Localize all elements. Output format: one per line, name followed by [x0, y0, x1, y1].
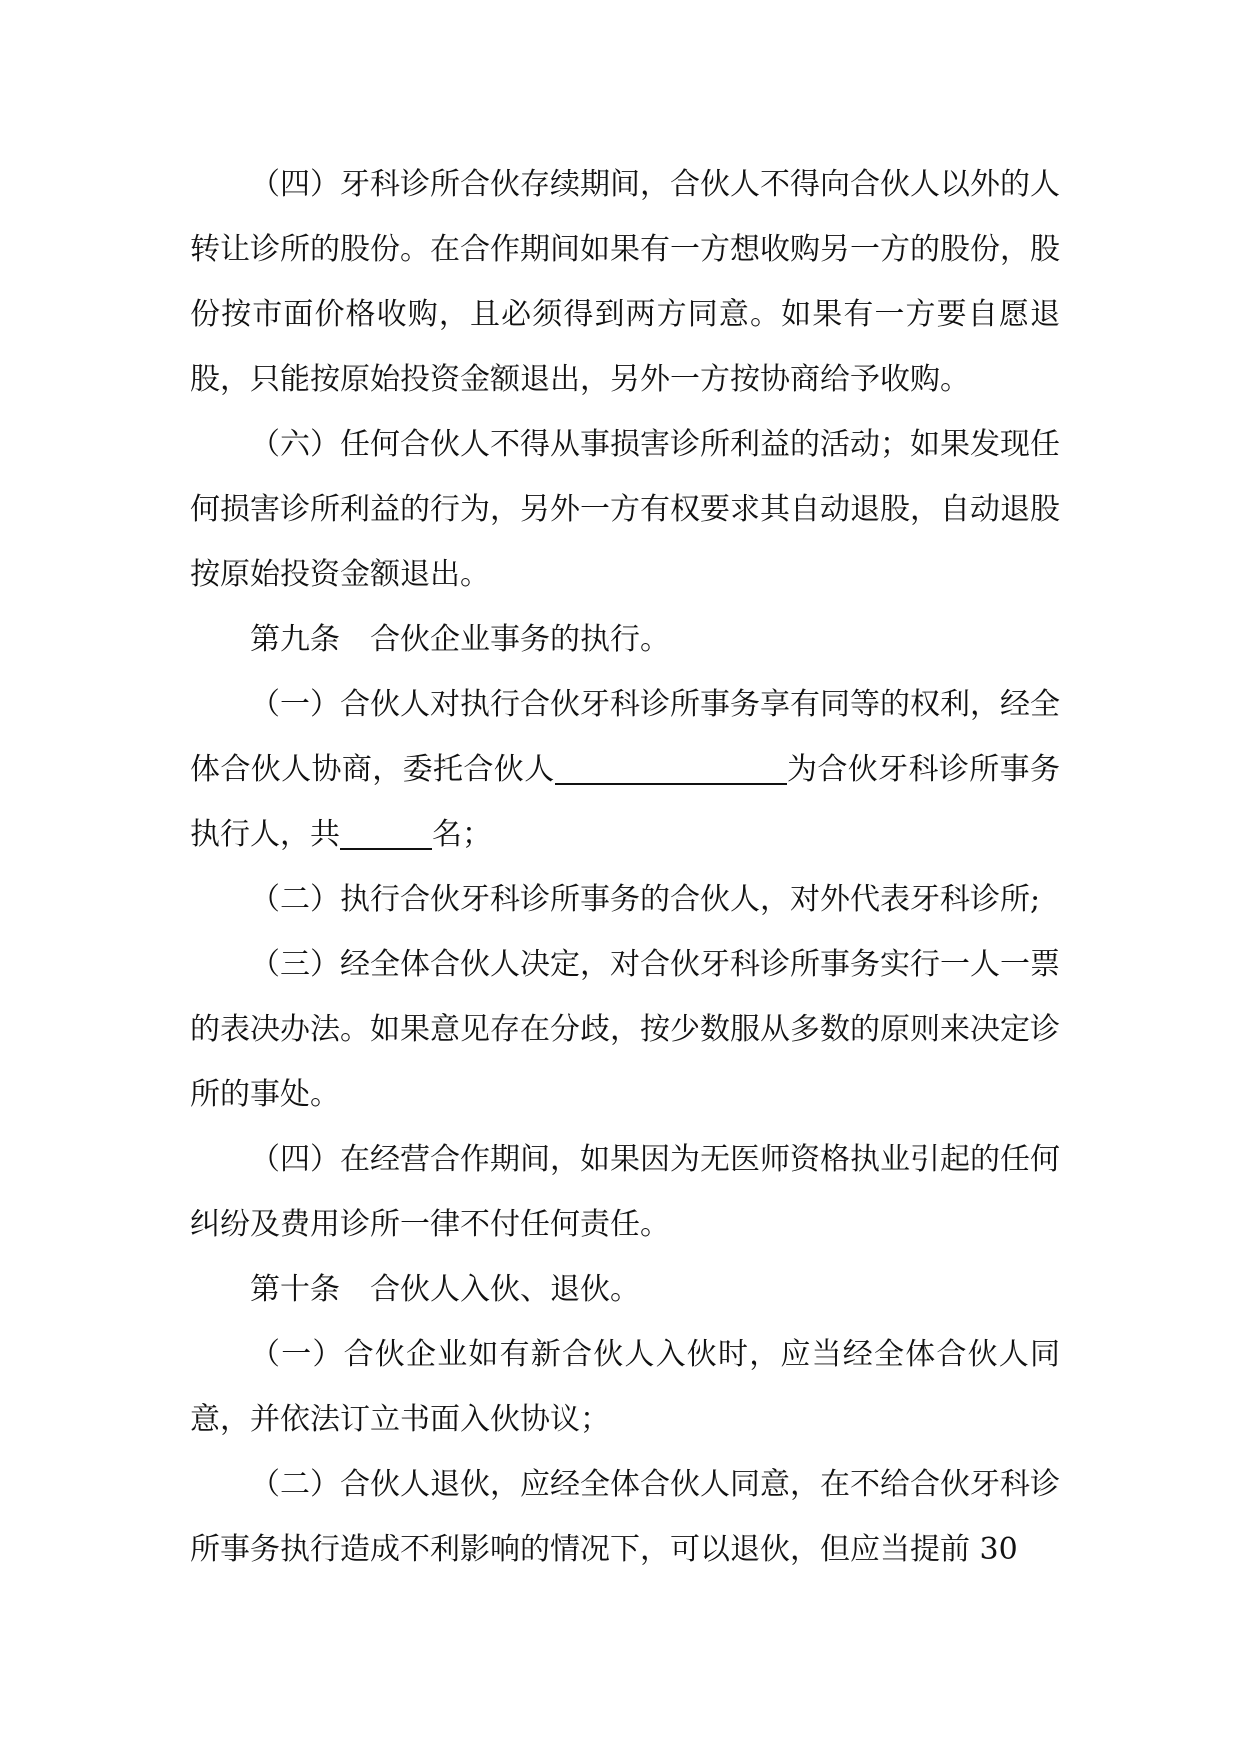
paragraph-external-representation: （二）执行合伙牙科诊所事务的合伙人，对外代表牙科诊所; [250, 882, 1041, 917]
executor-text-part1: （一）合伙人对执行合伙牙科诊所事务享有同等的权利，经全体合伙人协商，委托合伙人 [190, 687, 1060, 787]
document-page [190, 152, 1060, 1582]
executor-count-blank [340, 818, 432, 850]
article-10-heading [190, 1257, 1060, 1322]
executor-text-part3: 名； [432, 817, 492, 852]
article-9-label: 第九条 [250, 622, 340, 657]
paragraph-admission: （一）合伙企业如有新合伙人入伙时，应当经全体合伙人同意，并依法订立书面入伙协议； [190, 1337, 1060, 1437]
article-10-title: 合伙人入伙、退伙。 [370, 1272, 640, 1307]
article-9-heading [190, 607, 1060, 672]
paragraph-share-transfer: （四）牙科诊所合伙存续期间，合伙人不得向合伙人以外的人转让诊所的股份。在合作期间如果有一方想收购另一方的股份，股份按市面价格收购，且必须得到两方同意。如果有一方要自愿退股，只能按原始投资金额退出，另外一方按协商给予收购。 [190, 167, 1060, 397]
executor-text-part2: 为合伙牙科诊所事务执行人，共 [190, 752, 1061, 852]
paragraph-executor-appointment [190, 672, 1060, 867]
paragraph-liability: （四）在经营合作期间，如果因为无医师资格执业引起的任何纠纷及费用诊所一律不付任何责任。 [190, 1142, 1060, 1242]
article-10-label: 第十条 [250, 1272, 340, 1307]
executor-name-blank [555, 753, 787, 785]
paragraph-withdrawal: （二）合伙人退伙，应经全体合伙人同意，在不给合伙牙科诊所事务执行造成不利影响的情况下，可以退伙，但应当提前 30 [190, 1467, 1060, 1567]
paragraph-voting: （三）经全体合伙人决定，对合伙牙科诊所事务实行一人一票的表决办法。如果意见存在分歧，按少数服从多数的原则来决定诊所的事处。 [190, 947, 1060, 1112]
article-9-title: 合伙企业事务的执行。 [370, 622, 670, 657]
paragraph-no-harm: （六）任何合伙人不得从事损害诊所利益的活动；如果发现任何损害诊所利益的行为，另外一方有权要求其自动退股，自动退股按原始投资金额退出。 [190, 427, 1060, 592]
